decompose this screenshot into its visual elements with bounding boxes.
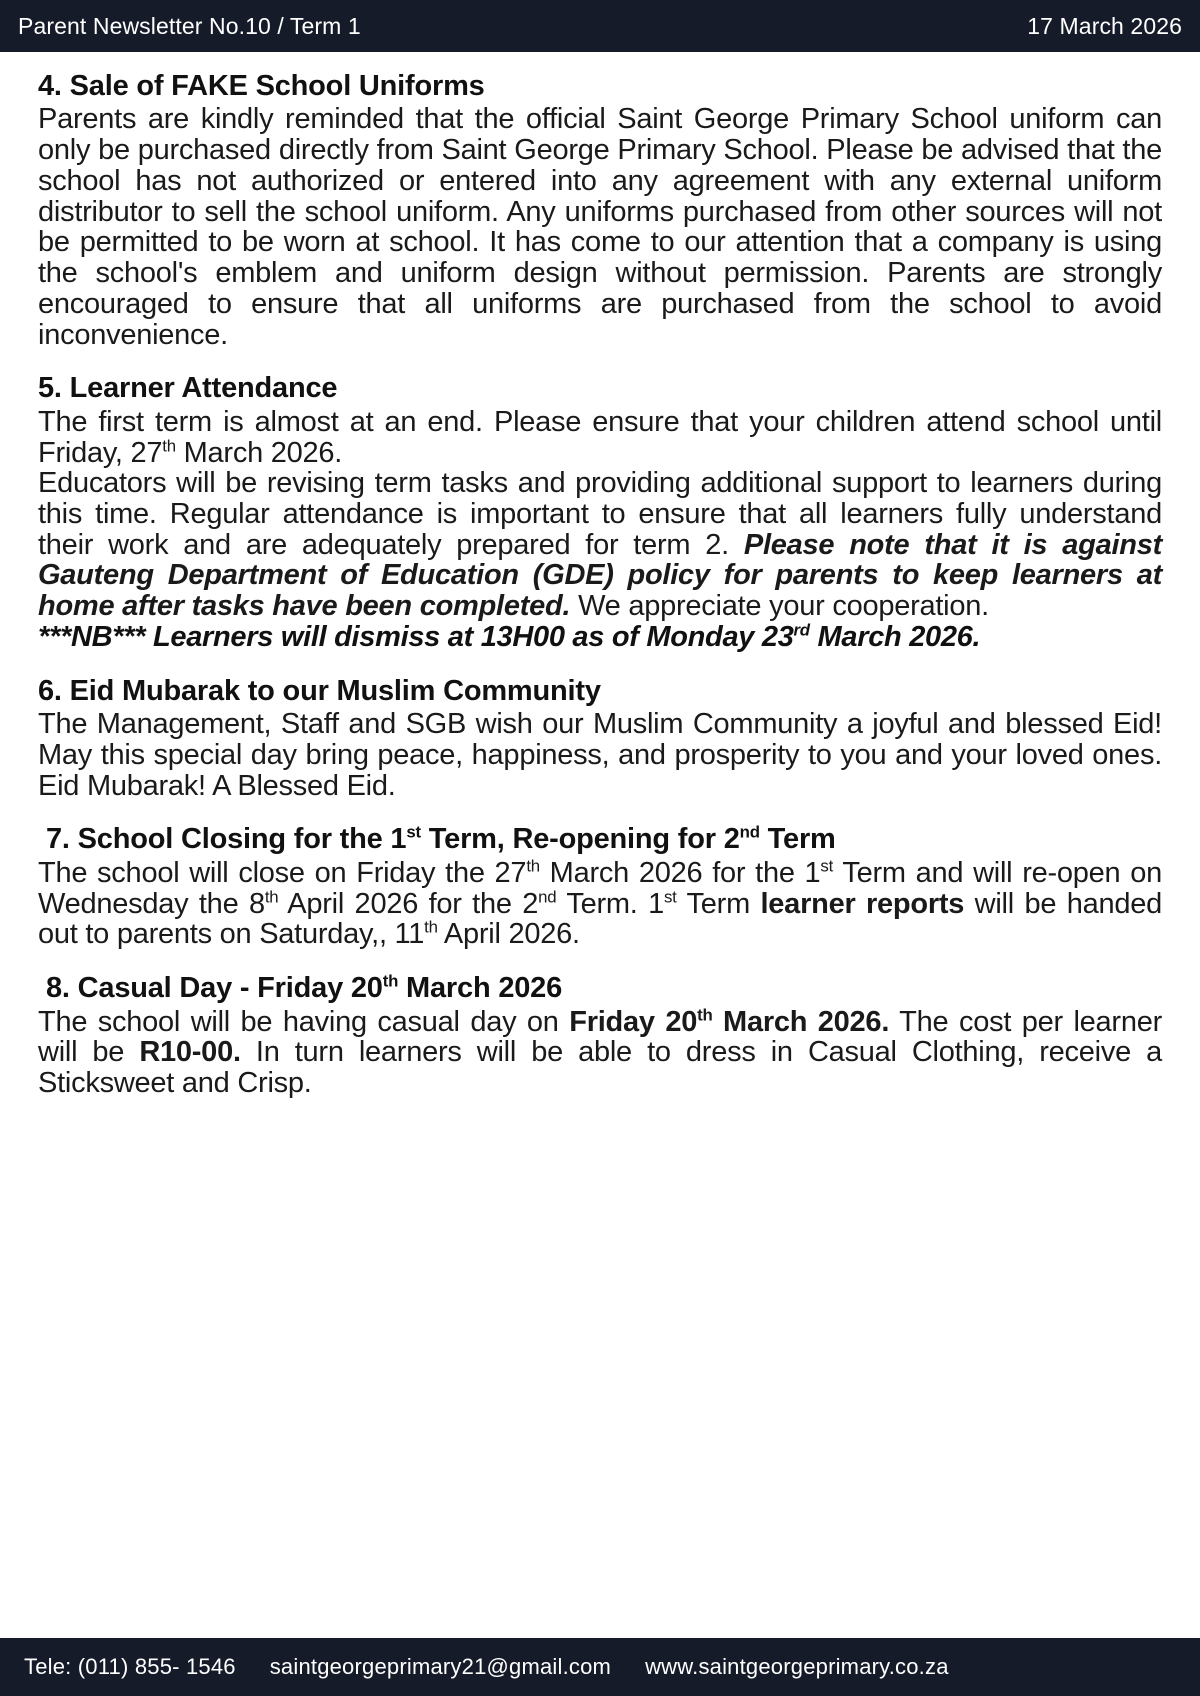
casual-day-date-a: Friday 20 [569, 1005, 698, 1038]
section-8-heading-b: March 2026 [398, 972, 563, 1005]
section-5-paragraph-1 [38, 407, 1162, 468]
section-7-text-h: April 2026. [437, 918, 580, 951]
ordinal-suffix-nd: nd [538, 886, 557, 906]
section-7-text-f: Term [676, 887, 761, 920]
ordinal-suffix-nd: nd [739, 822, 760, 842]
section-7-text-e: Term. 1 [556, 887, 664, 920]
ordinal-suffix-rd: rd [793, 620, 810, 640]
nb-text-b: March 2026. [809, 620, 981, 653]
footer-email[interactable]: saintgeorgeprimary21@gmail.com [269, 1654, 612, 1679]
page-footer [0, 1638, 1200, 1696]
ordinal-suffix-th: th [264, 886, 279, 906]
ordinal-suffix-st: st [820, 856, 833, 876]
spacer [38, 653, 1162, 665]
section-6-body: The Management, Staff and SGB wish our Muslim Community a joyful and blessed Eid! May this special day bring peace, happiness, and prosperity to you and your loved ones. Eid Mubarak! A Blessed Eid. [38, 708, 1162, 802]
section-7-body [38, 858, 1162, 950]
section-8-heading [38, 972, 1162, 1004]
casual-day-date-b: March 2026. [712, 1005, 890, 1038]
section-7-heading-c: Term [759, 823, 836, 856]
section-7-heading [38, 823, 1162, 855]
section-4-body: Parents are kindly reminded that the official Saint George Primary School uniform can only be purchased directly from Saint George Primary School. Please be advised that the school has not authorized or entered into any agreement with any external uniform distributor to sell the school uniform. Any uniforms purchased from other sources will not be permitted to be worn at school. It has come to our attention that a company is using the school's emblem and uniform design without permission. Parents are strongly encouraged to ensure that all uniforms are purchased from the school to avoid inconvenience. [38, 103, 1162, 351]
page-header [0, 0, 1200, 52]
ordinal-suffix-st: st [663, 886, 677, 906]
section-7-text-c: Term and will re-open on Wednesday the 8 [38, 856, 1162, 920]
section-7-text-g: will be handed out to parents on Saturday,, 11 [38, 887, 1162, 951]
ordinal-suffix-th: th [382, 971, 399, 991]
section-8-text-c: In turn learners will be able to dress in Casual Clothing, receive a Sticksweet and Crisp. [38, 1036, 1162, 1099]
ordinal-suffix-st: st [406, 822, 421, 842]
section-5-p1-text-a: The first term is almost at an end. Please ensure that your children attend school until Friday, 27 [38, 405, 1162, 469]
footer-telephone: Tele: (011) 855- 1546 [24, 1654, 236, 1679]
cost-amount-emphasis: R10-00. [139, 1036, 241, 1069]
spacer [38, 801, 1162, 813]
section-5-paragraph-2 [38, 468, 1162, 622]
newsletter-title: Parent Newsletter No.10 / Term 1 [18, 12, 361, 39]
section-7-heading-a: 7. School Closing for the 1 [46, 823, 407, 856]
footer-website[interactable]: www.saintgeorgeprimary.co.za [645, 1654, 949, 1679]
spacer [38, 350, 1162, 362]
section-5-p1-text-b: March 2026. [175, 436, 343, 469]
section-7-heading-b: Term, Re-opening for 2 [420, 823, 740, 856]
section-8-text-b: The cost per learner will be [38, 1005, 1162, 1069]
section-5-p2-text-b: We appreciate your cooperation. [570, 590, 989, 623]
casual-day-date-emphasis [569, 1006, 889, 1038]
newsletter-date: 17 March 2026 [1027, 12, 1182, 39]
ordinal-suffix-th: th [526, 856, 540, 876]
learner-reports-emphasis: learner reports [760, 887, 965, 920]
newsletter-content [0, 52, 1200, 1638]
section-6-heading: 6. Eid Mubarak to our Muslim Community [38, 674, 601, 707]
ordinal-suffix-th: th [162, 435, 176, 455]
section-5-p2-text-a: Educators will be revising term tasks and providing additional support to learners during this time. Regular attendance is important to ensure that all learners fully understand their work and are adequately prepared for term 2. [38, 467, 1162, 561]
section-8-text-a: The school will be having casual day on [38, 1005, 570, 1038]
section-7-text-d: April 2026 for the 2 [278, 887, 539, 920]
spacer [38, 950, 1162, 962]
gde-policy-emphasis: Please note that it is against Gauteng Department of Education (GDE) policy for parents to keep learners at home after tasks have been completed. [38, 528, 1163, 623]
nb-text-a: ***NB*** Learners will dismiss at 13H00 as of Monday 23 [38, 620, 794, 653]
section-4-heading: 4. Sale of FAKE School Uniforms [38, 70, 485, 102]
section-5-heading: 5. Learner Attendance [38, 372, 338, 405]
section-8-body [38, 1004, 1162, 1099]
section-8-heading-a: 8. Casual Day - Friday 20 [46, 972, 383, 1005]
ordinal-suffix-th: th [424, 917, 438, 937]
section-5-nb-notice [38, 622, 1162, 653]
ordinal-suffix-th: th [697, 1004, 713, 1024]
section-7-text-a: The school will close on Friday the 27 [38, 856, 527, 889]
section-7-text-b: March 2026 for the 1 [539, 856, 821, 889]
